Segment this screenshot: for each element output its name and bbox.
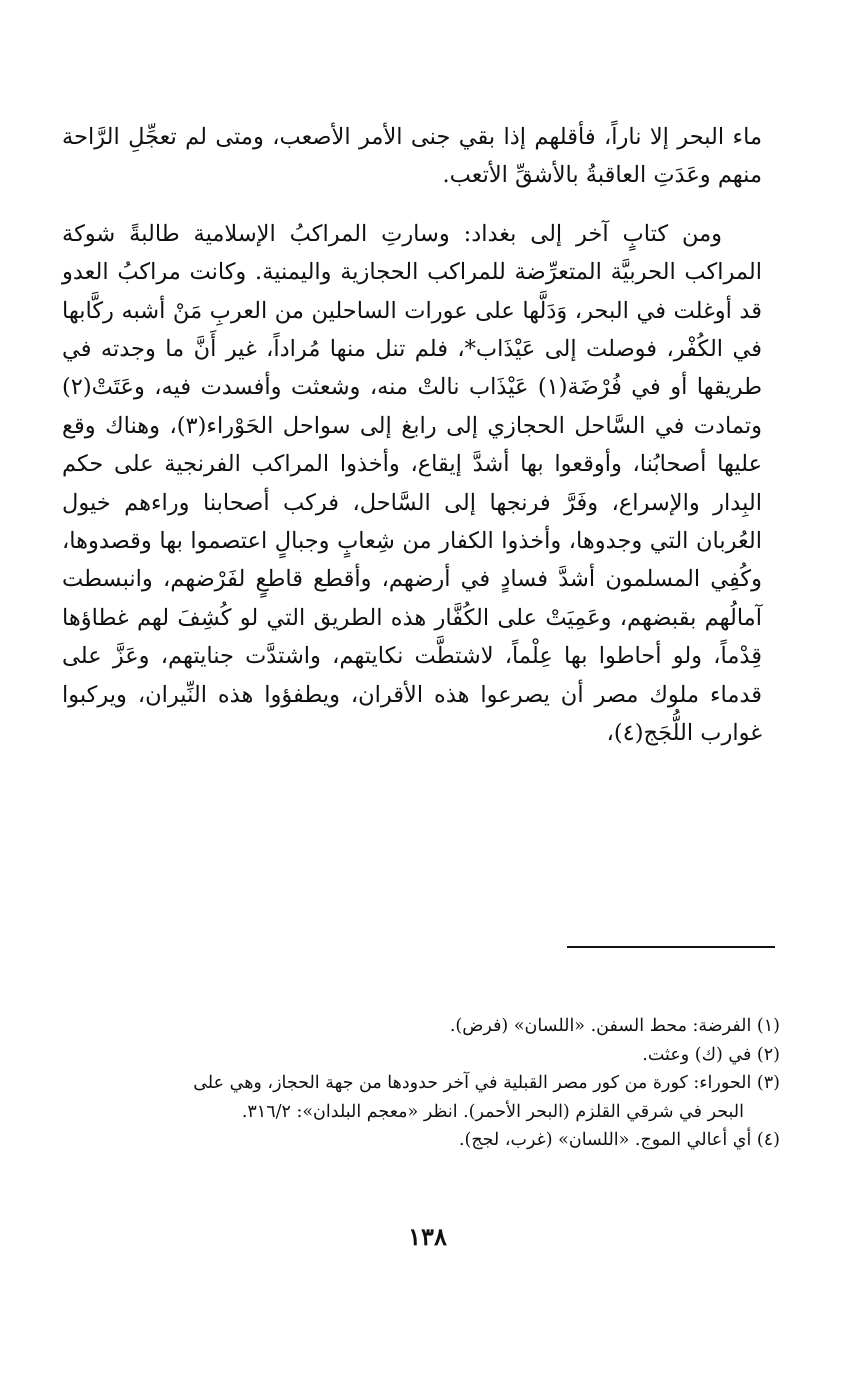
main-text bbox=[62, 118, 762, 753]
paragraph-1: ماء البحر إلا ناراً، فأقلهم إذا بقي جنى الأمر الأصعب، ومتى لم تعجِّلِ الرَّاحة منهم وعَدَتِ العاقبةُ بالأشقِّ الأتعب. bbox=[62, 124, 762, 189]
paragraph-2: ومن كتابٍ آخر إلى بغداد: وسارتِ المراكبُ الإسلامية طالبةً شوكة المراكب الحربيَّة المتعرِّضة للمراكب الحجازية واليمنية. وكانت مراكبُ العدو قد أوغلت في البحر، وَدَلَّها على عورات الساحلين من العربِ مَنْ أشبه ركَّابها في الكُفْر، فوصلت إلى عَيْذَاب*، فلم تنل منها مُراداً، غير أَنَّ ما وجدته في طريقها أو في فُرْضَة(١) عَيْذَاب نالتْ منه، وشعثت وأفسدت فيه، وعَتَتْ(٢) وتمادت في السَّاحل الحجازي إلى رابغ إلى سواحل الحَوْراء(٣)، وهناك وقع عليها أصحابُنا، وأوقعوا بها أشدَّ إيقاع، وأخذوا المراكب الفرنجية على حكم البِدار والإسراع، وفَرَّ فرنجها إلى السَّاحل، فركب أصحابنا وراءهم خيول العُربان التي وجدوها، وأخذوا الكفار من شِعابٍ وجبالٍ اعتصموا بها وقصدوها، وكُفِي المسلمون أشدَّ فسادٍ في أرضهم، وأقطع قاطعٍ لفَرْضهم، وانبسطت آمالُهم بقبضهم، وعَمِيَتْ على الكُفَّار هذه الطريق التي لو كُشِفَ لهم غطاؤها قِدْماً، ولو أحاطوا بها عِلْماً، لاشتطَّت نكايتهم، واشتدَّت جنايتهم، وعَزَّ على قدماء ملوك مصر أن يصرعوا هذه الأقران، ويطفؤوا هذه النِّيران، ويركبوا غوارب اللُّجَج(٤)، bbox=[62, 220, 762, 747]
page-number: ١٣٨ bbox=[408, 1222, 447, 1251]
footnotes bbox=[80, 1012, 780, 1155]
footnote-3-continuation: البحر في شرقي القلزم (البحر الأحمر). انظر «معجم البلدان»: ٣١٦/٢. bbox=[241, 1101, 744, 1122]
paragraph-gap bbox=[62, 195, 762, 215]
footnote-4: (٤) أي أعالي الموج. «اللسان» (غرب، لجج). bbox=[458, 1130, 780, 1150]
footnote-1: (١) الفرضة: محط السفن. «اللسان» (فرض). bbox=[449, 1016, 780, 1036]
footnote-3: (٣) الحوراء: كورة من كور مصر القبلية في آخر حدودها من جهة الحجاز، وهي على bbox=[193, 1073, 780, 1093]
footnote-2: (٢) في (ك) وعثت. bbox=[642, 1044, 780, 1065]
footnote-separator bbox=[567, 946, 775, 948]
